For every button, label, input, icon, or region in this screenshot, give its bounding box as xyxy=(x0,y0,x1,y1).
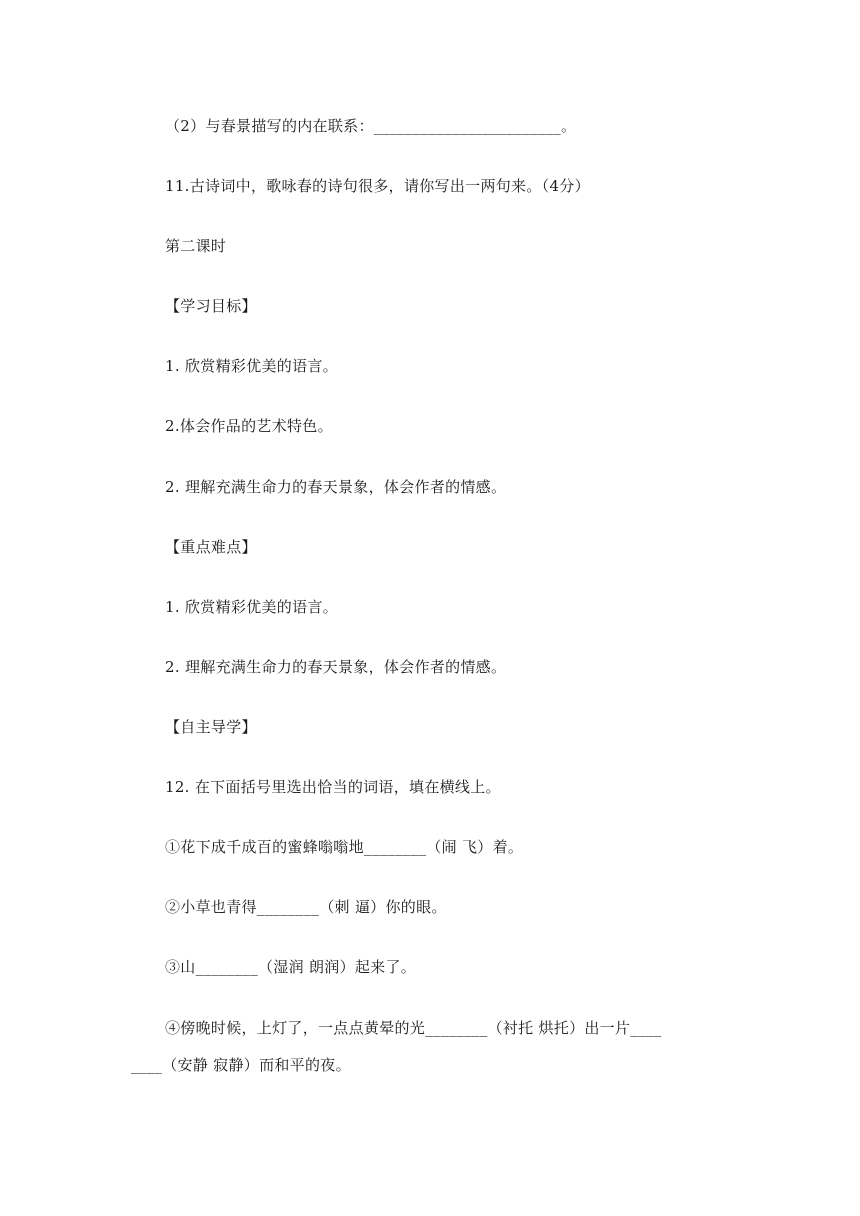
question-12: 12. 在下面括号里选出恰当的词语，填在横线上。 xyxy=(165,778,501,796)
question-11: 11.古诗词中，歌咏春的诗句很多，请你写出一两句来。（4分） xyxy=(165,177,590,195)
objective-item: 2.体会作品的艺术特色。 xyxy=(165,417,333,435)
section-heading-key-points: 【重点难点】 xyxy=(165,538,257,556)
question-12-item: ①花下成千成百的蜜蜂嗡嗡地________（闹 飞）着。 xyxy=(165,838,524,856)
objective-item: 2. 理解充满生命力的春天景象，体会作者的情感。 xyxy=(165,478,507,496)
question-12-item: ②小草也青得________（刺 逼）你的眼。 xyxy=(165,898,447,916)
question-12-item-continuation: ____（安静 寂静）而和平的夜。 xyxy=(131,1056,351,1074)
key-point-item: 2. 理解充满生命力的春天景象，体会作者的情感。 xyxy=(165,658,507,676)
objective-item: 1. 欣赏精彩优美的语言。 xyxy=(165,357,338,375)
question-12-item: ③山________（湿润 朗润）起来了。 xyxy=(165,958,417,976)
section-heading-objectives: 【学习目标】 xyxy=(165,297,257,315)
lesson-heading: 第二课时 xyxy=(165,237,227,255)
question-10-part-2: （2）与春景描写的内在联系：________________________。 xyxy=(165,117,577,135)
question-12-item: ④傍晚时候，上灯了，一点点黄晕的光________（衬托 烘托）出一片____ xyxy=(165,1019,662,1037)
key-point-item: 1. 欣赏精彩优美的语言。 xyxy=(165,598,338,616)
section-heading-self-study: 【自主导学】 xyxy=(165,718,257,736)
